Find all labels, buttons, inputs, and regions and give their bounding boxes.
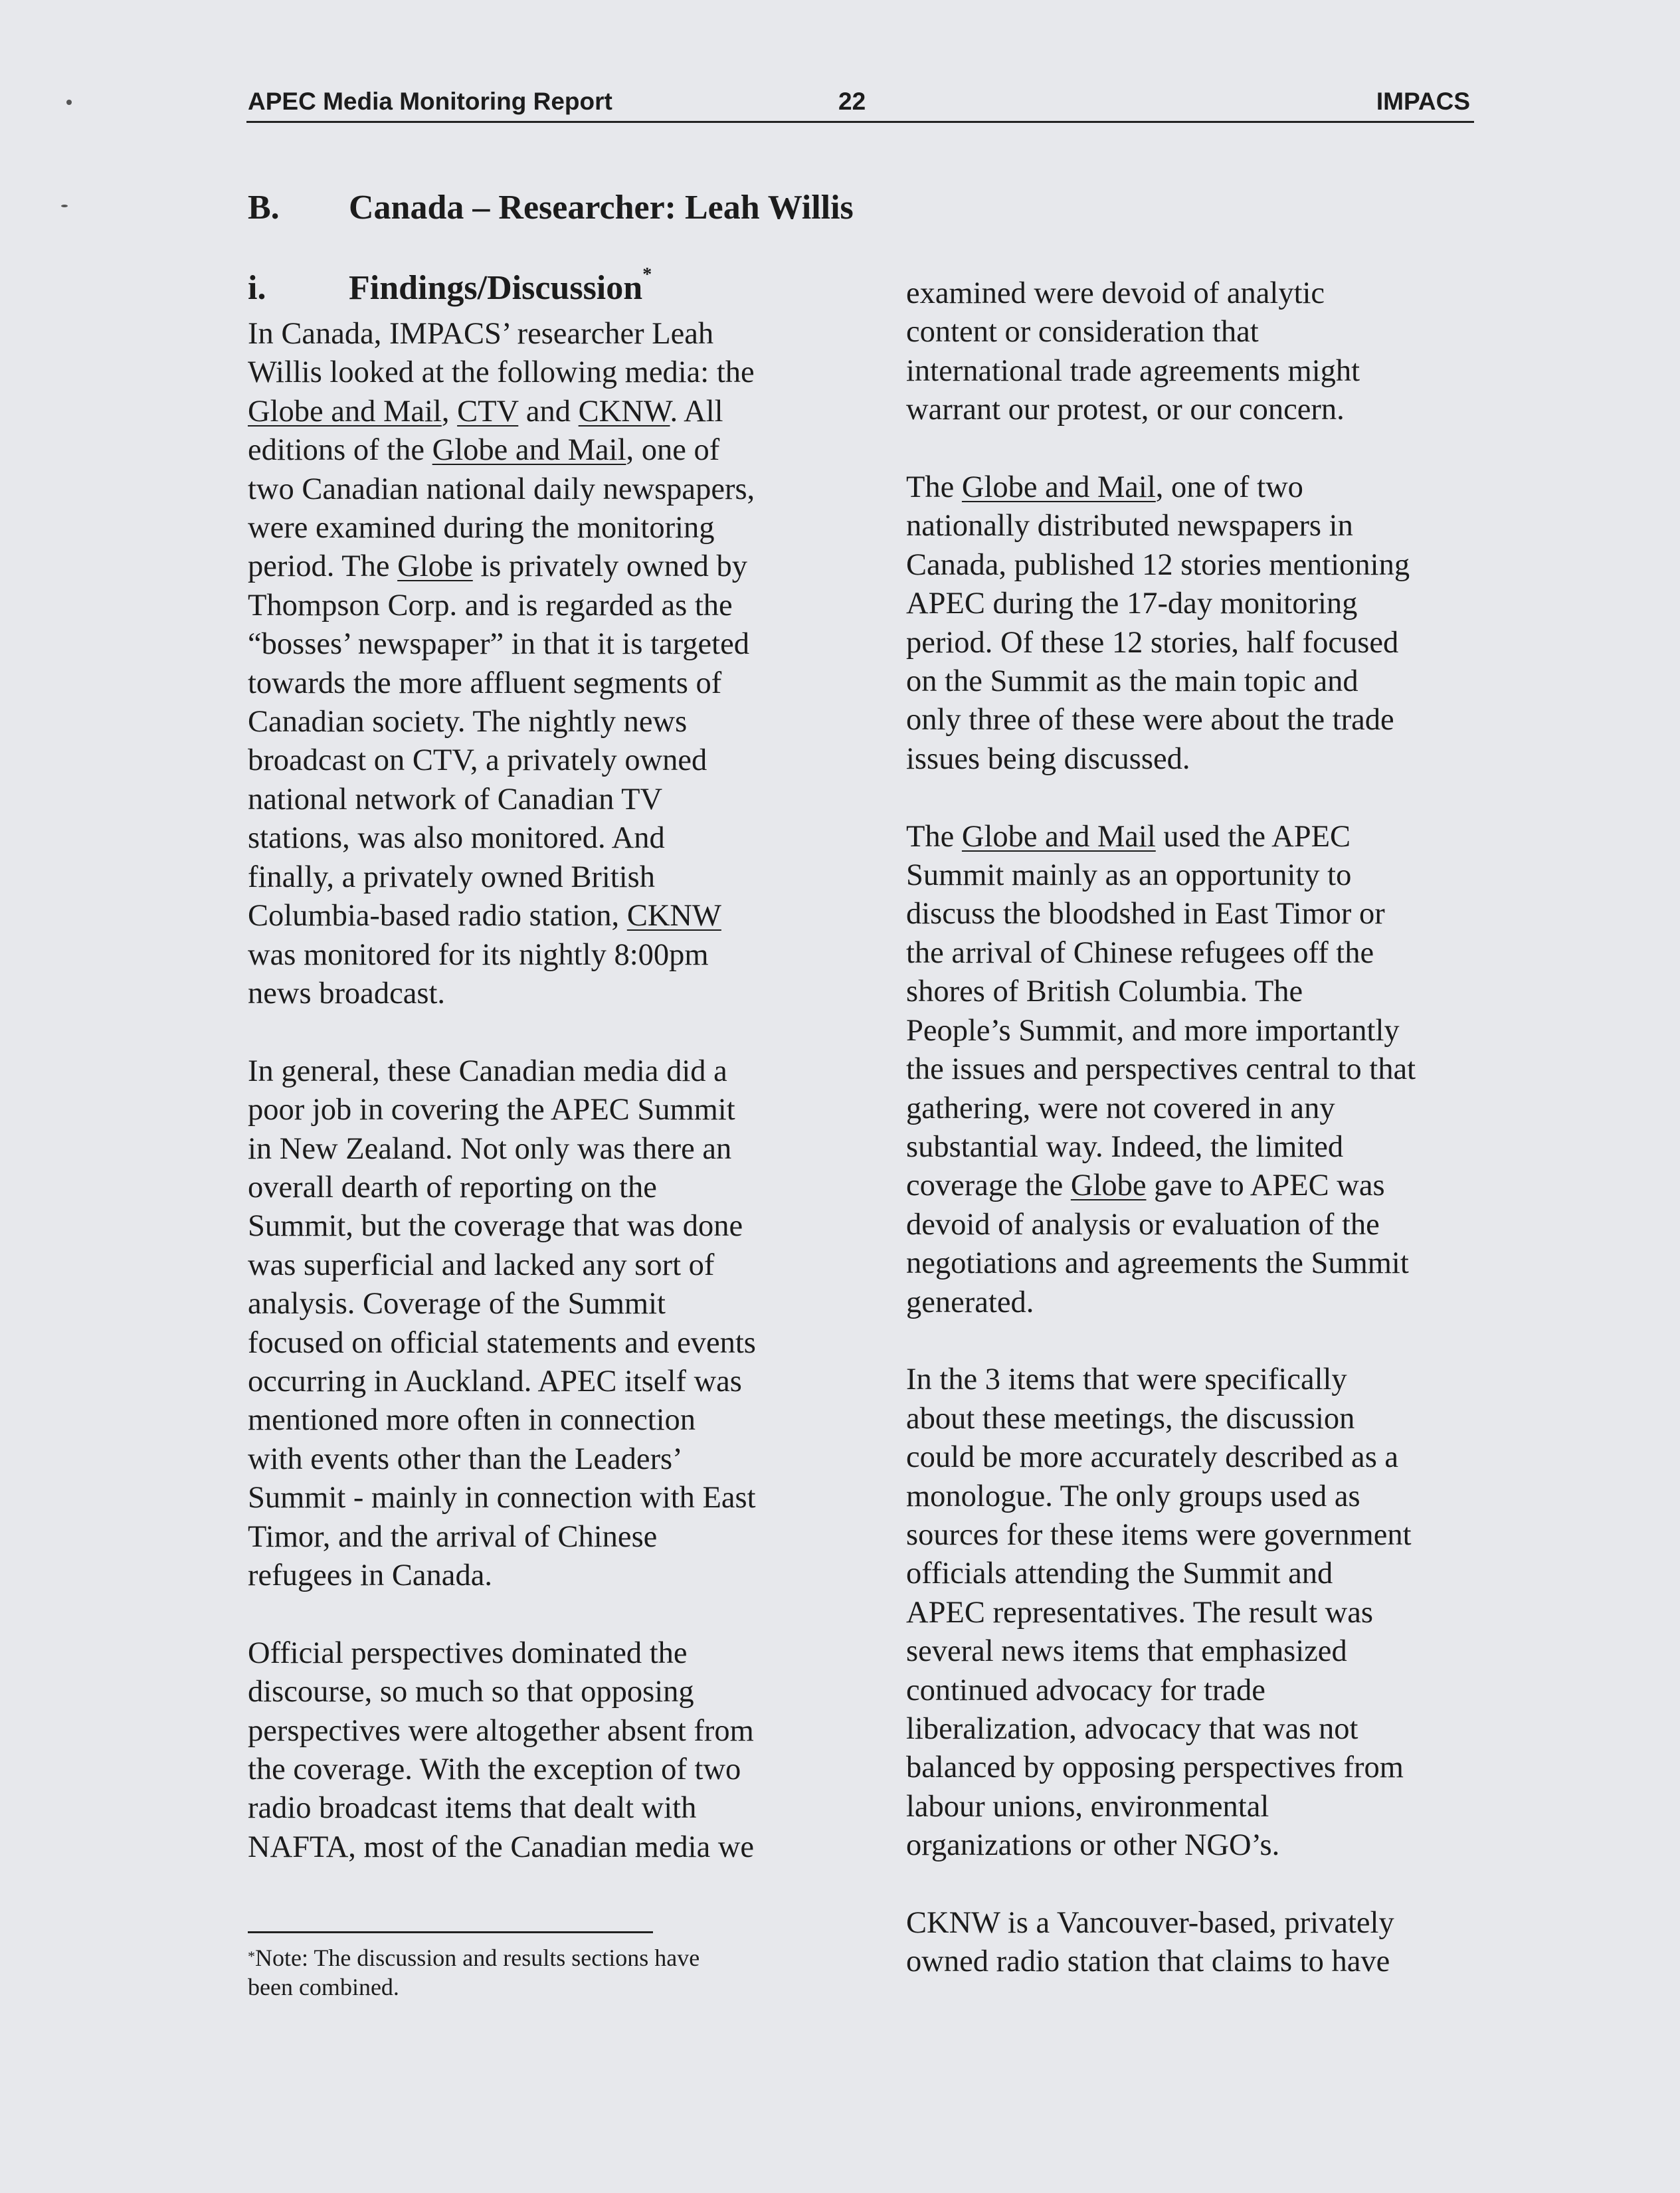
paragraph: The Globe and Mail, one of two nationally distributed newspapers in Canada, published 12 stories mentioning APEC during the 17-day monitoring period. Of these 12 stories, half focused on the Summit as the main topic and only three of these were about the trade issues being discussed. — [906, 470, 1410, 776]
footnote — [248, 1943, 700, 2002]
page-header — [246, 86, 1474, 123]
subsection-heading — [248, 264, 652, 308]
subsection-title: Findings/Discussion — [349, 269, 643, 307]
right-column — [906, 274, 1491, 2020]
paragraph: In general, these Canadian media did a poor job in covering the APEC Summit in New Zealand. Not only was there an overall dearth of reporting on the Summit, but the coverage that was done was superficial and lacked any sort of analysis. Coverage of the Summit focused on official statements and events occurring in Auckland. APEC itself was mentioned more often in connection with events other than the Leaders’ Summit - mainly in connection with East Timor, and the arrival of Chinese refugees in Canada. — [248, 1054, 756, 1592]
section-heading — [248, 188, 854, 227]
footnote-line: been combined. — [248, 1974, 399, 2000]
paragraph: CKNW is a Vancouver-based, privately owned radio station that claims to have — [906, 1906, 1394, 1979]
organization-name: IMPACS — [1376, 88, 1470, 115]
scan-speck — [66, 100, 72, 105]
footnote-marker: * — [248, 1948, 255, 1964]
paragraph: In Canada, IMPACS’ researcher Leah Willis looked at the following media: the Globe and Mail, CTV and CKNW. All editions of the Globe and Mail, one of two Canadian national daily newspapers, were examined during the monitoring period. The Globe is privately owned by Thompson Corp. and is regarded as the “bosses’ newspaper” in that it is targeted towards the more affluent segments of Canadian society. The nightly news broadcast on CTV, a privately owned national network of Canadian TV stations, was also monitored. And finally, a privately owned British Columbia-based radio station, CKNW was monitored for its nightly 8:00pm news broadcast. — [248, 317, 755, 1010]
paragraph: examined were devoid of analytic content or consideration that international trade agreements might warrant our protest, or our concern. — [906, 276, 1360, 427]
page-number: 22 — [838, 88, 866, 115]
paragraph: In the 3 items that were specifically about these meetings, the discussion could be more accurately described as a monologue. The only groups used as sources for these items were government officials attending the Summit and APEC representatives. The result was several news items that emphasized continued advocacy for trade liberalization, advocacy that was not balanced by opposing perspectives from labour unions, environmental organizations or other NGO’s. — [906, 1363, 1412, 1863]
footnote-reference: * — [642, 264, 652, 285]
section-title: Canada – Researcher: Leah Willis — [349, 189, 854, 227]
footnote-line: *Note: The discussion and results sections have — [248, 1945, 700, 1971]
report-title: APEC Media Monitoring Report — [248, 88, 612, 115]
paragraph: Official perspectives dominated the discourse, so much so that opposing perspectives were altogether absent from the coverage. With the exception of two radio broadcast items that dealt with NAFTA, most of the Canadian media we — [248, 1636, 755, 1864]
paragraph: The Globe and Mail used the APEC Summit mainly as an opportunity to discuss the bloodshed in East Timor or the arrival of Chinese refugees off the shores of British Columbia. The People’s Summit, and more importantly the issues and perspectives central to that gathering, were not covered in any substantial way. Indeed, the limited coverage the Globe gave to APEC was devoid of analysis or evaluation of the negotiations and agreements the Summit generated. — [906, 819, 1416, 1319]
section-letter: B. — [248, 189, 280, 227]
scan-speck — [61, 205, 68, 207]
footnote-divider — [248, 1931, 653, 1933]
subsection-number: i. — [248, 269, 266, 307]
left-column — [248, 315, 832, 1906]
